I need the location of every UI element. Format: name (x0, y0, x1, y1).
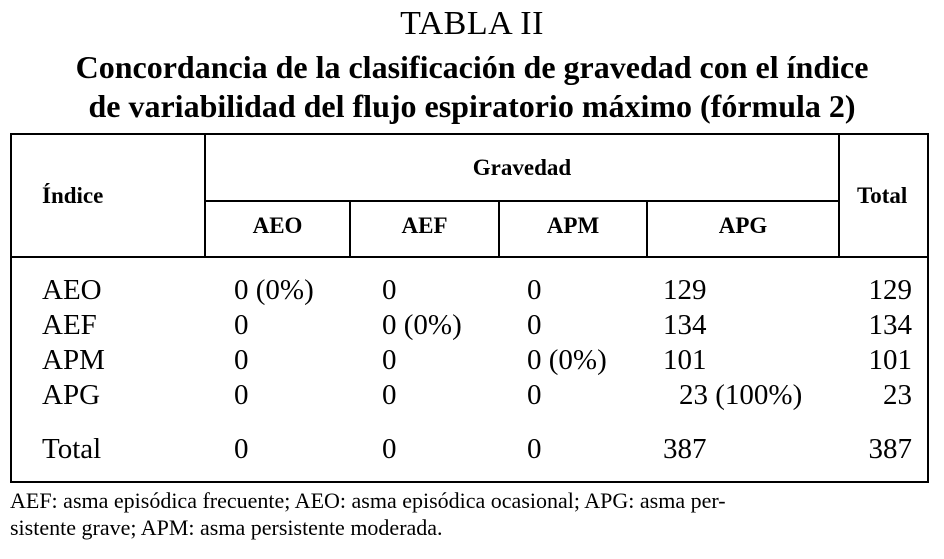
table-label: TABLA II (400, 5, 544, 42)
header-col-apg: APG (718, 213, 768, 238)
cell-aeo-aef: 0 (382, 274, 397, 306)
cell-total-apg: 387 (663, 433, 707, 465)
cell-aef-total: 134 (868, 309, 912, 341)
cell-aef-aef: 0 (0%) (382, 309, 462, 341)
row-label-aef: AEF (42, 309, 97, 341)
gravedad-underline (204, 200, 840, 202)
cell-apm-apm: 0 (0%) (527, 344, 607, 376)
col-divider-total (838, 134, 840, 258)
cell-apm-aeo: 0 (234, 344, 249, 376)
cell-apm-apg: 101 (663, 344, 707, 376)
cell-apg-apm: 0 (527, 379, 542, 411)
header-bottom-rule (10, 256, 929, 258)
cell-total-aeo: 0 (234, 433, 249, 465)
header-col-apm: APM (546, 213, 600, 238)
cell-aef-apg: 134 (663, 309, 707, 341)
footnote-line-2: sistente grave; APM: asma persistente moderada. (10, 515, 443, 540)
cell-total-aef: 0 (382, 433, 397, 465)
header-col-aeo: AEO (252, 213, 303, 238)
header-total: Total (857, 183, 908, 208)
header-index: Índice (42, 183, 104, 208)
cell-aeo-total: 129 (868, 274, 912, 306)
row-label-aeo: AEO (42, 274, 102, 306)
table-title-line-2: de variabilidad del flujo espiratorio máximo (fórmula 2) (88, 88, 856, 124)
cell-aeo-aeo: 0 (0%) (234, 274, 314, 306)
cell-total-apm: 0 (527, 433, 542, 465)
cell-apg-apg: 23 (100%) (679, 379, 803, 411)
cell-total-total: 387 (868, 433, 912, 465)
cell-aeo-apm: 0 (527, 274, 542, 306)
header-gravedad: Gravedad (472, 155, 572, 180)
cell-aef-aeo: 0 (234, 309, 249, 341)
cell-apg-total: 23 (883, 379, 912, 411)
cell-aef-apm: 0 (527, 309, 542, 341)
cell-aeo-apg: 129 (663, 274, 707, 306)
footnote-line-1: AEF: asma episódica frecuente; AEO: asma episódica ocasional; APG: asma per- (10, 488, 726, 513)
header-col-aef: AEF (401, 213, 448, 238)
row-label-total: Total (42, 433, 102, 465)
cell-apg-aef: 0 (382, 379, 397, 411)
row-label-apm: APM (42, 344, 105, 376)
cell-apm-aef: 0 (382, 344, 397, 376)
row-label-apg: APG (42, 379, 101, 411)
cell-apg-aeo: 0 (234, 379, 249, 411)
table-title-line-1: Concordancia de la clasificación de gravedad con el índice (75, 49, 869, 85)
table-frame (10, 133, 929, 483)
cell-apm-total: 101 (868, 344, 912, 376)
